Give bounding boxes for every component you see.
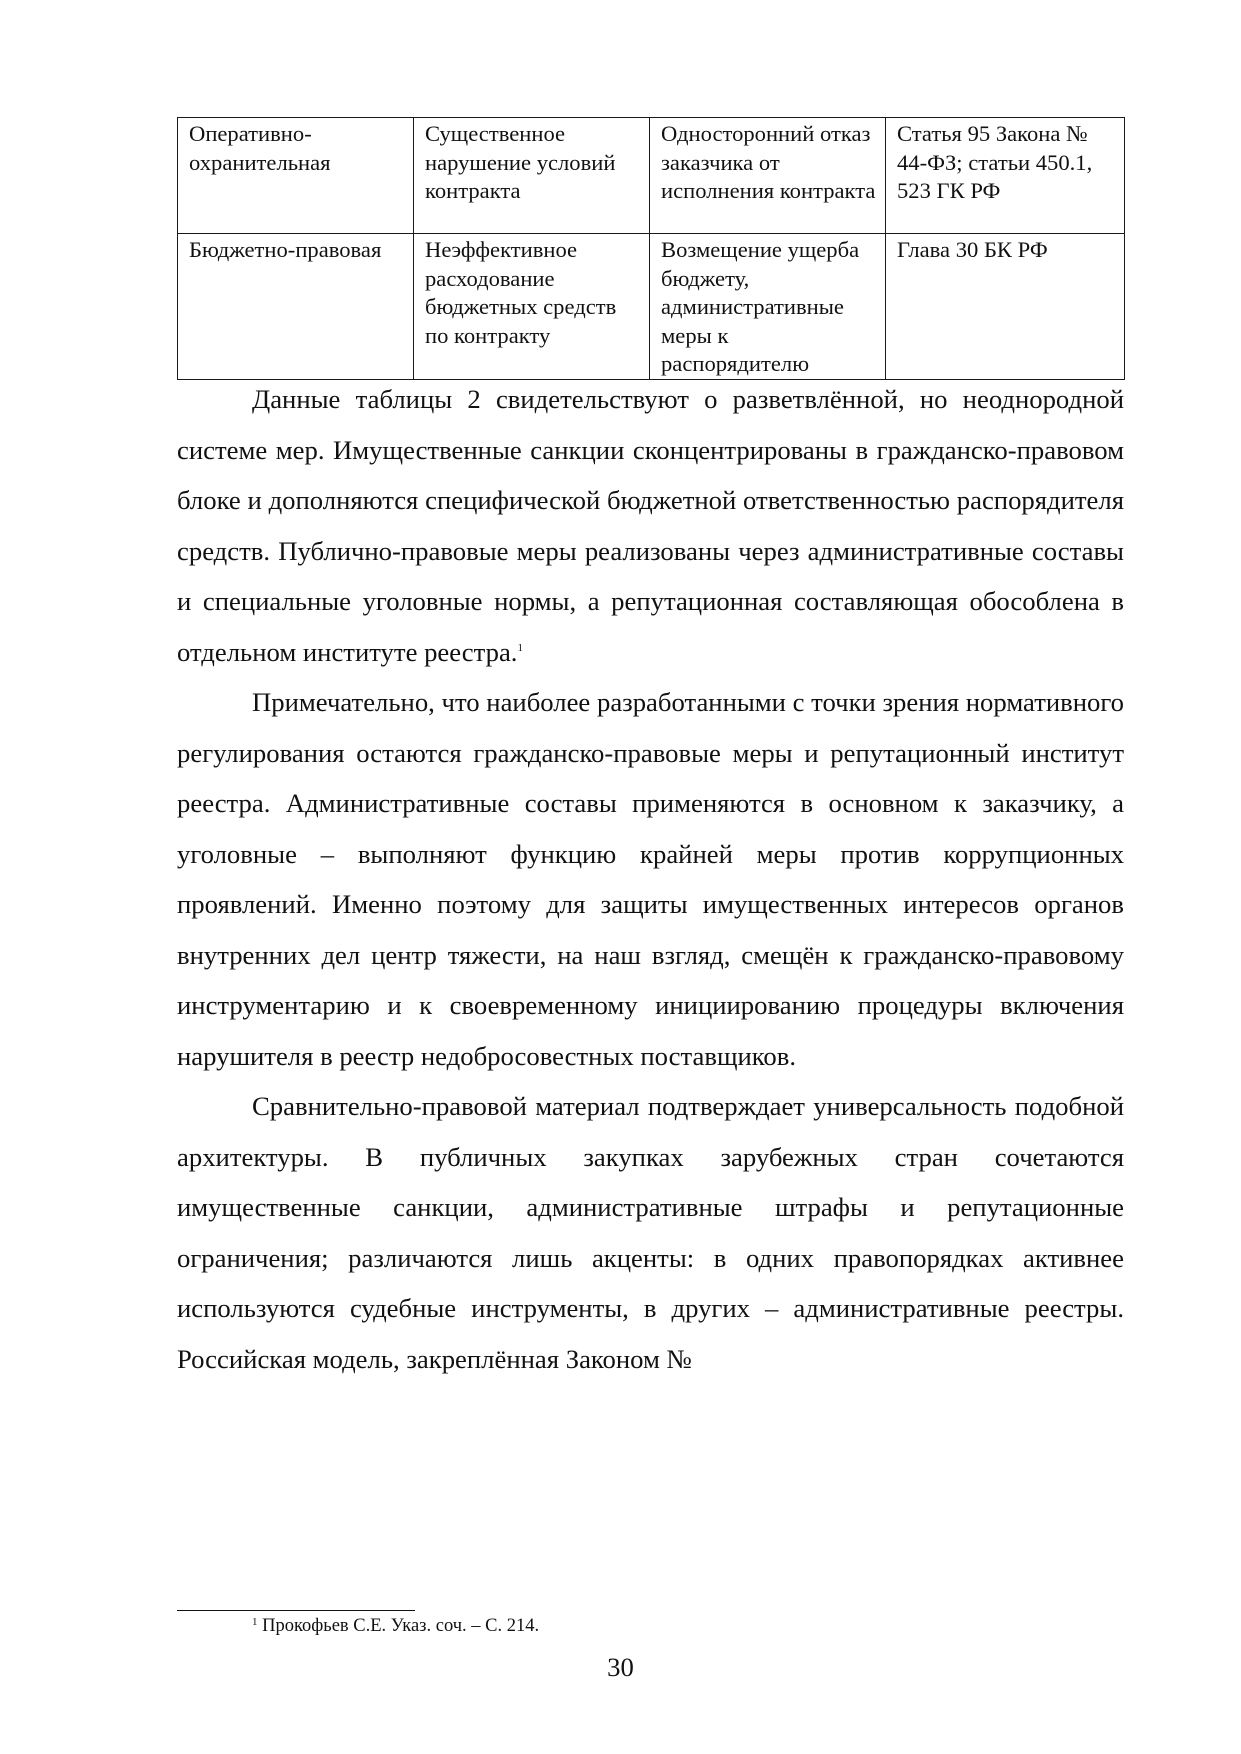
table-cell: Бюджетно-правовая xyxy=(178,234,414,380)
footnote-number: 1 xyxy=(252,1616,258,1628)
table-row xyxy=(178,118,1125,234)
page-number: 30 xyxy=(607,1652,634,1682)
table-cell: Неэффективное расходование бюджетных средств по контракту xyxy=(414,234,650,380)
paragraph xyxy=(177,374,1124,677)
table-cell: Оперативно-охранительная xyxy=(178,118,414,234)
table-cell: Односторонний отказ заказчика от исполнения контракта xyxy=(650,118,886,234)
footnote-separator xyxy=(177,1610,415,1611)
paragraph-text: Данные таблицы 2 свидетельствуют о разветвлённой, но неоднородной системе мер. Имущественные санкции сконцентрированы в гражданско-правовом блоке и дополняются специфической бюджетной ответственностью распорядителя средств. Публично-правовые меры реализованы через административные составы и специальные уголовные нормы, а репутационная составляющая обособлена в отдельном институте реестра. xyxy=(177,384,1124,667)
paragraph: Примечательно, что наиболее разработанными с точки зрения нормативного регулирования остаются гражданско-правовые меры и репутационный институт реестра. Административные составы применяются в основном к заказчику, а уголовные – выполняют функцию крайней меры против коррупционных проявлений. Именно поэтому для защиты имущественных интересов органов внутренних дел центр тяжести, на наш взгляд, смещён к гражданско-правовому инструментарию и к своевременному инициированию процедуры включения нарушителя в реестр недобросовестных поставщиков. xyxy=(177,687,1124,1071)
table-cell: Статья 95 Закона № 44-ФЗ; статьи 450.1, 523 ГК РФ xyxy=(886,118,1125,234)
measures-table xyxy=(177,117,1125,380)
footnote-reference[interactable]: 1 xyxy=(517,641,523,654)
paragraph: Сравнительно-правовой материал подтверждает универсальность подобной архитектуры. В публичных закупках зарубежных стран сочетаются имущественные санкции, административные штрафы и репутационные ограничения; различаются лишь акценты: в одних правопорядках активнее используются судебные инструменты, в других – административные реестры. Российская модель, закреплённая Законом № xyxy=(177,1091,1124,1374)
table-row xyxy=(178,234,1125,380)
table-cell: Существенное нарушение условий контракта xyxy=(414,118,650,234)
body-text xyxy=(177,374,1124,1384)
table-cell: Глава 30 БК РФ xyxy=(886,234,1125,380)
footnote-text: Прокофьев С.Е. Указ. соч. – С. 214. xyxy=(262,1616,540,1636)
footnote xyxy=(252,1614,539,1638)
table-cell: Возмещение ущерба бюджету, административные меры к распорядителю xyxy=(650,234,886,380)
